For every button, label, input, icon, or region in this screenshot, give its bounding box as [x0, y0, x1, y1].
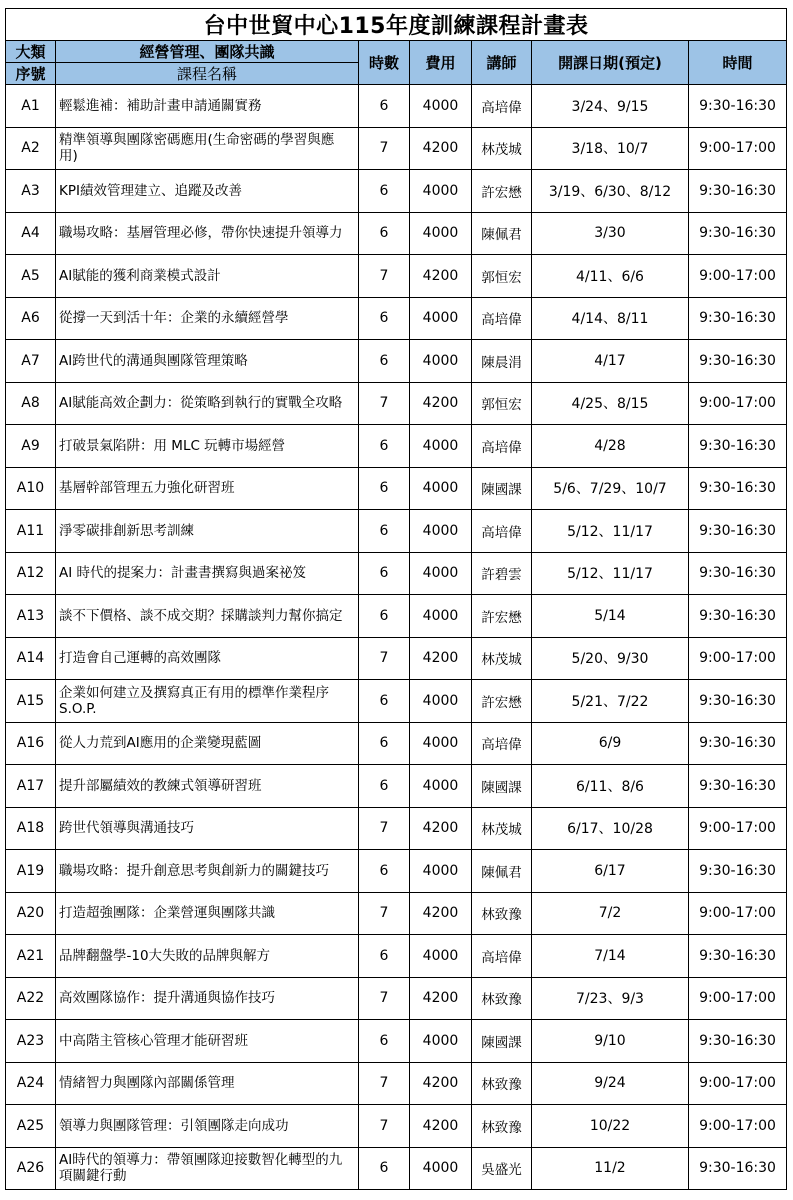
fee-cell: 4000: [410, 552, 472, 595]
hours-cell: 6: [359, 722, 410, 765]
seq-cell: A5: [6, 255, 56, 298]
teacher-cell: 許碧雲: [472, 552, 532, 595]
course-name-header: 課程名稱: [56, 63, 359, 85]
fee-cell: 4200: [410, 255, 472, 298]
dates-cell: 4/17: [532, 340, 689, 383]
hours-cell: 6: [359, 680, 410, 723]
time-cell: 9:00-17:00: [689, 1062, 787, 1105]
hours-cell: 7: [359, 892, 410, 935]
seq-cell: A21: [6, 935, 56, 978]
seq-cell: A22: [6, 977, 56, 1020]
course-name-cell: AI 時代的提案力：計畫書撰寫與過案祕笈: [56, 552, 359, 595]
seq-cell: A2: [6, 127, 56, 170]
course-name-cell: AI賦能的獲利商業模式設計: [56, 255, 359, 298]
course-name-cell: 職場攻略：提升創意思考與創新力的關鍵技巧: [56, 850, 359, 893]
course-name-cell: 精準領導與團隊密碼應用(生命密碼的學習與應用): [56, 127, 359, 170]
dates-cell: 5/12、11/17: [532, 510, 689, 553]
hours-cell: 6: [359, 467, 410, 510]
course-name-cell: 輕鬆進補：補助計畫申請通關實務: [56, 85, 359, 128]
dates-cell: 6/17: [532, 850, 689, 893]
teacher-cell: 林致豫: [472, 1105, 532, 1148]
teacher-cell: 高培偉: [472, 297, 532, 340]
teacher-cell: 林致豫: [472, 1062, 532, 1105]
time-cell: 9:00-17:00: [689, 977, 787, 1020]
fee-cell: 4000: [410, 212, 472, 255]
teacher-cell: 高培偉: [472, 722, 532, 765]
teacher-cell: 郭恒宏: [472, 382, 532, 425]
time-cell: 9:00-17:00: [689, 255, 787, 298]
teacher-cell: 高培偉: [472, 510, 532, 553]
time-cell: 9:30-16:30: [689, 85, 787, 128]
hours-cell: 6: [359, 935, 410, 978]
fee-cell: 4000: [410, 935, 472, 978]
course-name-cell: 職場攻略：基層管理必修，帶你快速提升領導力: [56, 212, 359, 255]
table-row: [6, 170, 787, 213]
table-row: [6, 212, 787, 255]
table-row: [6, 340, 787, 383]
hours-cell: 6: [359, 340, 410, 383]
dates-cell: 7/14: [532, 935, 689, 978]
teacher-header: 講師: [472, 41, 532, 85]
time-cell: 9:30-16:30: [689, 297, 787, 340]
teacher-cell: 高培偉: [472, 425, 532, 468]
dates-cell: 3/24、9/15: [532, 85, 689, 128]
course-name-cell: 從撐一天到活十年：企業的永續經營學: [56, 297, 359, 340]
teacher-cell: 陳佩君: [472, 850, 532, 893]
fee-cell: 4000: [410, 1147, 472, 1190]
fee-cell: 4200: [410, 892, 472, 935]
course-name-cell: AI賦能高效企劃力：從策略到執行的實戰全攻略: [56, 382, 359, 425]
course-name-cell: KPI績效管理建立、追蹤及改善: [56, 170, 359, 213]
table-row: [6, 255, 787, 298]
seq-cell: A20: [6, 892, 56, 935]
fee-cell: 4200: [410, 637, 472, 680]
hours-cell: 6: [359, 425, 410, 468]
fee-cell: 4200: [410, 977, 472, 1020]
dates-cell: 9/24: [532, 1062, 689, 1105]
course-name-cell: 淨零碳排創新思考訓練: [56, 510, 359, 553]
dates-cell: 5/14: [532, 595, 689, 638]
hours-cell: 7: [359, 1062, 410, 1105]
teacher-cell: 陳國課: [472, 765, 532, 808]
dates-cell: 4/28: [532, 425, 689, 468]
table-row: [6, 297, 787, 340]
seq-cell: A4: [6, 212, 56, 255]
hours-cell: 6: [359, 552, 410, 595]
fee-cell: 4200: [410, 382, 472, 425]
teacher-cell: 許宏懋: [472, 595, 532, 638]
hours-cell: 6: [359, 850, 410, 893]
fee-cell: 4000: [410, 425, 472, 468]
seq-cell: A25: [6, 1105, 56, 1148]
time-cell: 9:30-16:30: [689, 340, 787, 383]
seq-cell: A14: [6, 637, 56, 680]
time-cell: 9:30-16:30: [689, 510, 787, 553]
seq-cell: A19: [6, 850, 56, 893]
dates-cell: 3/30: [532, 212, 689, 255]
time-cell: 9:30-16:30: [689, 1147, 787, 1190]
fee-header: 費用: [410, 41, 472, 85]
dates-cell: 6/17、10/28: [532, 807, 689, 850]
dates-cell: 5/12、11/17: [532, 552, 689, 595]
course-name-cell: 中高階主管核心管理才能研習班: [56, 1020, 359, 1063]
table-row: [6, 892, 787, 935]
seq-cell: A9: [6, 425, 56, 468]
fee-cell: 4000: [410, 765, 472, 808]
hours-cell: 6: [359, 85, 410, 128]
teacher-cell: 高培偉: [472, 935, 532, 978]
time-cell: 9:30-16:30: [689, 1020, 787, 1063]
course-name-cell: AI時代的領導力：帶領團隊迎接數智化轉型的九項關鍵行動: [56, 1147, 359, 1190]
seq-header: 序號: [6, 63, 56, 85]
hours-cell: 6: [359, 297, 410, 340]
table-row: [6, 850, 787, 893]
time-cell: 9:00-17:00: [689, 1105, 787, 1148]
fee-cell: 4000: [410, 467, 472, 510]
time-cell: 9:00-17:00: [689, 807, 787, 850]
hours-header: 時數: [359, 41, 410, 85]
teacher-cell: 林茂城: [472, 127, 532, 170]
seq-cell: A18: [6, 807, 56, 850]
hours-cell: 7: [359, 382, 410, 425]
seq-cell: A23: [6, 1020, 56, 1063]
table-row: [6, 935, 787, 978]
dates-cell: 5/20、9/30: [532, 637, 689, 680]
teacher-cell: 郭恒宏: [472, 255, 532, 298]
fee-cell: 4000: [410, 595, 472, 638]
time-cell: 9:00-17:00: [689, 382, 787, 425]
hours-cell: 6: [359, 212, 410, 255]
page-title: 台中世貿中心115年度訓練課程計畫表: [6, 9, 787, 41]
time-cell: 9:00-17:00: [689, 892, 787, 935]
teacher-cell: 陳佩君: [472, 212, 532, 255]
course-name-cell: 打破景氣陷阱：用 MLC 玩轉市場經營: [56, 425, 359, 468]
seq-cell: A6: [6, 297, 56, 340]
teacher-cell: 陳國課: [472, 467, 532, 510]
table-row: [6, 722, 787, 765]
fee-cell: 4200: [410, 127, 472, 170]
course-rows: [6, 85, 787, 1190]
time-cell: 9:30-16:30: [689, 765, 787, 808]
seq-cell: A8: [6, 382, 56, 425]
teacher-cell: 許宏懋: [472, 680, 532, 723]
table-row: [6, 680, 787, 723]
dates-cell: 5/21、7/22: [532, 680, 689, 723]
dates-cell: 10/22: [532, 1105, 689, 1148]
hours-cell: 7: [359, 637, 410, 680]
dates-cell: 4/11、6/6: [532, 255, 689, 298]
teacher-cell: 高培偉: [472, 85, 532, 128]
teacher-cell: 林致豫: [472, 977, 532, 1020]
table-row: [6, 1147, 787, 1190]
fee-cell: 4000: [410, 510, 472, 553]
seq-cell: A13: [6, 595, 56, 638]
hours-cell: 7: [359, 255, 410, 298]
fee-cell: 4000: [410, 722, 472, 765]
dates-cell: 3/19、6/30、8/12: [532, 170, 689, 213]
hours-cell: 6: [359, 510, 410, 553]
hours-cell: 7: [359, 977, 410, 1020]
table-row: [6, 425, 787, 468]
table-row: [6, 1062, 787, 1105]
hours-cell: 7: [359, 1105, 410, 1148]
course-name-cell: AI跨世代的溝通與團隊管理策略: [56, 340, 359, 383]
table-row: [6, 510, 787, 553]
category-value: 經營管理、團隊共識: [56, 41, 359, 63]
fee-cell: 4000: [410, 85, 472, 128]
category-label: 大類: [6, 41, 56, 63]
table-row: [6, 1105, 787, 1148]
seq-cell: A26: [6, 1147, 56, 1190]
fee-cell: 4000: [410, 340, 472, 383]
teacher-cell: 吳盛光: [472, 1147, 532, 1190]
seq-cell: A16: [6, 722, 56, 765]
seq-cell: A3: [6, 170, 56, 213]
dates-cell: 11/2: [532, 1147, 689, 1190]
seq-cell: A1: [6, 85, 56, 128]
dates-cell: 4/25、8/15: [532, 382, 689, 425]
time-cell: 9:30-16:30: [689, 425, 787, 468]
table-row: [6, 552, 787, 595]
seq-cell: A15: [6, 680, 56, 723]
dates-cell: 7/23、9/3: [532, 977, 689, 1020]
teacher-cell: 許宏懋: [472, 170, 532, 213]
course-name-cell: 從人力荒到AI應用的企業變現藍圖: [56, 722, 359, 765]
seq-cell: A17: [6, 765, 56, 808]
table-row: [6, 127, 787, 170]
hours-cell: 6: [359, 1020, 410, 1063]
time-cell: 9:30-16:30: [689, 595, 787, 638]
course-plan-sheet: [5, 8, 787, 1190]
teacher-cell: 陳晨涓: [472, 340, 532, 383]
course-name-cell: 企業如何建立及撰寫真正有用的標準作業程序S.O.P.: [56, 680, 359, 723]
course-name-cell: 基層幹部管理五力強化研習班: [56, 467, 359, 510]
dates-cell: 9/10: [532, 1020, 689, 1063]
time-cell: 9:00-17:00: [689, 637, 787, 680]
time-cell: 9:30-16:30: [689, 935, 787, 978]
seq-cell: A12: [6, 552, 56, 595]
table-row: [6, 765, 787, 808]
seq-cell: A11: [6, 510, 56, 553]
hours-cell: 7: [359, 807, 410, 850]
table-row: [6, 977, 787, 1020]
fee-cell: 4200: [410, 1062, 472, 1105]
course-name-cell: 品牌翻盤學-10大失敗的品牌與解方: [56, 935, 359, 978]
hours-cell: 6: [359, 1147, 410, 1190]
time-cell: 9:30-16:30: [689, 680, 787, 723]
fee-cell: 4200: [410, 1105, 472, 1148]
fee-cell: 4000: [410, 680, 472, 723]
course-name-cell: 談不下價格、談不成交期？採購談判力幫你搞定: [56, 595, 359, 638]
dates-cell: 6/11、8/6: [532, 765, 689, 808]
course-name-cell: 提升部屬績效的教練式領導研習班: [56, 765, 359, 808]
hours-cell: 7: [359, 127, 410, 170]
table-row: [6, 807, 787, 850]
fee-cell: 4000: [410, 297, 472, 340]
time-cell: 9:30-16:30: [689, 212, 787, 255]
course-name-cell: 打造會自己運轉的高效團隊: [56, 637, 359, 680]
seq-cell: A24: [6, 1062, 56, 1105]
fee-cell: 4000: [410, 170, 472, 213]
course-name-cell: 情緒智力與團隊內部關係管理: [56, 1062, 359, 1105]
time-cell: 9:30-16:30: [689, 552, 787, 595]
course-name-cell: 跨世代領導與溝通技巧: [56, 807, 359, 850]
fee-cell: 4000: [410, 850, 472, 893]
dates-cell: 4/14、8/11: [532, 297, 689, 340]
teacher-cell: 林茂城: [472, 807, 532, 850]
dates-cell: 6/9: [532, 722, 689, 765]
course-table: [5, 8, 787, 1190]
dates-header: 開課日期(預定): [532, 41, 689, 85]
hours-cell: 6: [359, 765, 410, 808]
time-cell: 9:30-16:30: [689, 722, 787, 765]
dates-cell: 5/6、7/29、10/7: [532, 467, 689, 510]
table-row: [6, 637, 787, 680]
teacher-cell: 林茂城: [472, 637, 532, 680]
seq-cell: A10: [6, 467, 56, 510]
time-cell: 9:30-16:30: [689, 850, 787, 893]
dates-cell: 7/2: [532, 892, 689, 935]
fee-cell: 4200: [410, 807, 472, 850]
teacher-cell: 陳國課: [472, 1020, 532, 1063]
course-name-cell: 領導力與團隊管理：引領團隊走向成功: [56, 1105, 359, 1148]
course-name-cell: 高效團隊協作：提升溝通與協作技巧: [56, 977, 359, 1020]
time-cell: 9:30-16:30: [689, 170, 787, 213]
table-row: [6, 595, 787, 638]
table-row: [6, 467, 787, 510]
course-name-cell: 打造超強團隊：企業營運與團隊共識: [56, 892, 359, 935]
seq-cell: A7: [6, 340, 56, 383]
dates-cell: 3/18、10/7: [532, 127, 689, 170]
table-row: [6, 1020, 787, 1063]
fee-cell: 4000: [410, 1020, 472, 1063]
hours-cell: 6: [359, 170, 410, 213]
time-header: 時間: [689, 41, 787, 85]
teacher-cell: 林致豫: [472, 892, 532, 935]
time-cell: 9:00-17:00: [689, 127, 787, 170]
time-cell: 9:30-16:30: [689, 467, 787, 510]
table-row: [6, 85, 787, 128]
hours-cell: 6: [359, 595, 410, 638]
table-row: [6, 382, 787, 425]
